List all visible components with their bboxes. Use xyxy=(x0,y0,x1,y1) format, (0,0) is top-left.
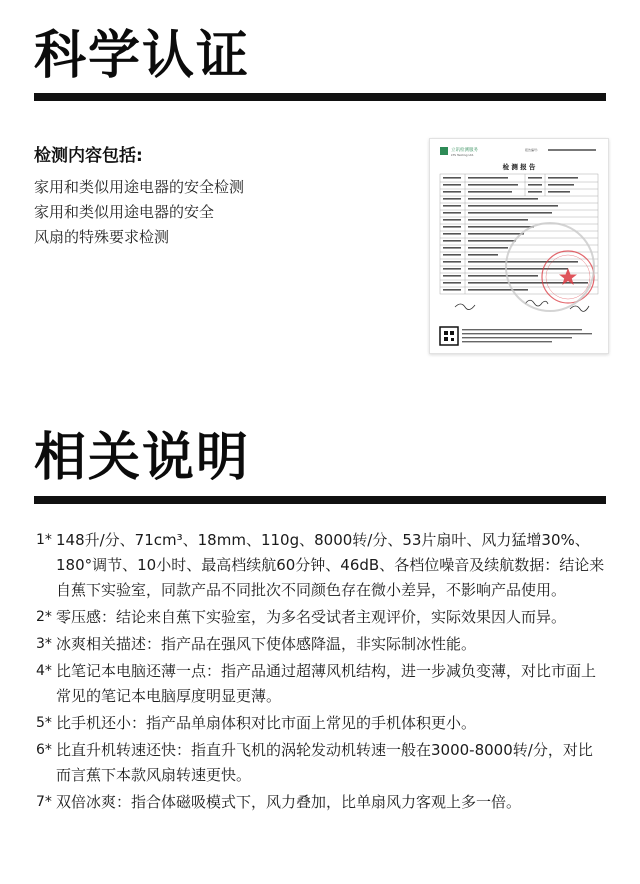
inspection-subhead: 检测内容包括: xyxy=(34,146,143,166)
note-item xyxy=(36,605,606,630)
inspection-item: 风扇的特殊要求检测 xyxy=(34,228,170,246)
report-no-label: 报告编号: xyxy=(525,148,539,152)
note-number: 4* xyxy=(36,663,52,679)
inspection-items xyxy=(34,175,244,250)
section-title-notes: 相关说明 xyxy=(34,428,251,488)
note-item xyxy=(36,528,606,603)
section-divider xyxy=(34,496,606,504)
note-text: 比笔记本电脑还薄一点：指产品通过超薄风机结构，进一步减负变薄，对比市面上常见的笔记本电脑厚度明显更薄。 xyxy=(56,662,597,705)
note-number: 1* xyxy=(36,532,52,548)
org-logo-icon xyxy=(440,147,448,155)
note-number: 2* xyxy=(36,609,52,625)
org-name: 立讯检测服务 xyxy=(451,148,478,153)
note-text: 冰爽相关描述：指产品在强风下使体感降温，非实际制冰性能。 xyxy=(56,635,477,653)
note-item xyxy=(36,632,606,657)
notes-list xyxy=(36,528,606,817)
note-item xyxy=(36,738,606,788)
note-text: 比手机还小：指产品单扇体积对比市面上常见的手机体积更小。 xyxy=(56,714,477,732)
note-text: 148升/分、71cm³、18mm、110g、8000转/分、53片扇叶、风力猛增30%、180°调节、10小时、最高档续航60分钟、46dB、各档位噪音及续航数据：结论来自蕉下实验室，同款产品不同批次不同颜色存在微小差异，不影响产品使用。 xyxy=(56,531,605,599)
section-divider xyxy=(34,93,606,101)
note-item xyxy=(36,711,606,736)
inspection-item: 家用和类似用途电器的安全检测 xyxy=(34,178,245,196)
note-text: 零压感：结论来自蕉下实验室，为多名受试者主观评价，实际效果因人而异。 xyxy=(56,608,567,626)
test-report-image xyxy=(429,138,609,354)
test-report-document xyxy=(430,139,608,353)
org-sub: LTS Testing Ltd. xyxy=(451,153,475,157)
inspection-item: 家用和类似用途电器的安全 xyxy=(34,203,215,221)
note-number: 5* xyxy=(36,715,52,731)
note-text: 双倍冰爽：指合体磁吸模式下，风力叠加，比单扇风力客观上多一倍。 xyxy=(56,793,522,811)
note-text: 比直升机转速还快：指直升飞机的涡轮发动机转速一般在3000-8000转/分，对比而言蕉下本款风扇转速更快。 xyxy=(56,741,593,784)
section-title-certification: 科学认证 xyxy=(34,26,251,86)
note-number: 3* xyxy=(36,636,52,652)
note-number: 7* xyxy=(36,794,52,810)
report-title: 检 测 报 告 xyxy=(502,163,536,171)
note-number: 6* xyxy=(36,742,52,758)
note-item xyxy=(36,790,606,815)
note-item xyxy=(36,659,606,709)
